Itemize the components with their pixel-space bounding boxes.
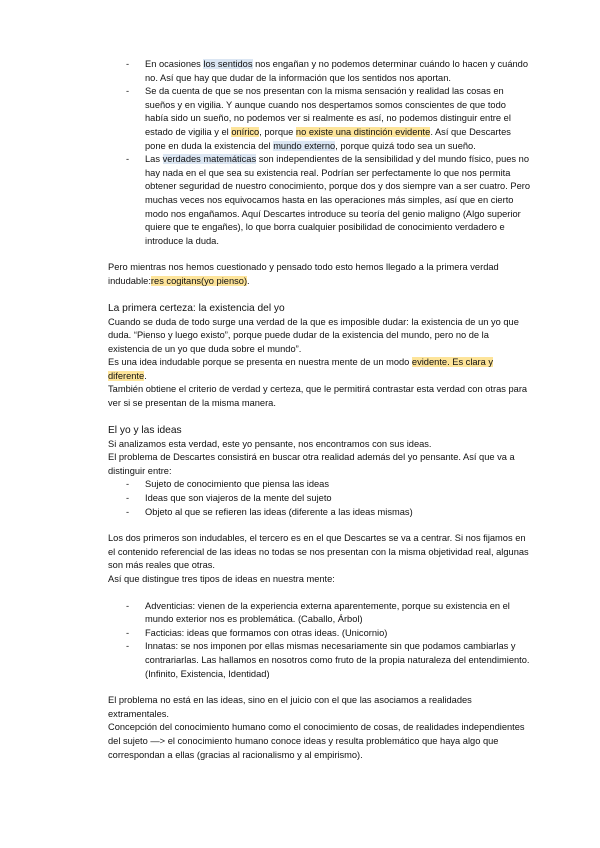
text: Las <box>145 154 163 165</box>
section-heading: La primera certeza: la existencia del yo <box>108 302 285 314</box>
highlight: res cogitans(yo pienso) <box>150 275 248 286</box>
list-item <box>108 58 530 85</box>
text: . <box>247 275 250 286</box>
text: Es una idea indudable porque se presenta en nuestra mente de un modo <box>108 357 412 368</box>
highlight: no existe una distinción evidente <box>295 126 431 137</box>
section-heading: El yo y las ideas <box>108 424 182 436</box>
paragraph: Concepción del conocimiento humano como el conocimiento de cosas, de realidades independientes del sujeto —> el conocimiento humano conoce ideas y resulta problemático que haya algo que correspondan a ellas (gracias al racionalismo y al empirismo). <box>108 722 525 760</box>
highlight: evidente. Es clara y diferente <box>108 357 494 381</box>
text: . <box>144 370 147 381</box>
paragraph: Así que distingue tres tipos de ideas en nuestra mente: <box>108 574 335 584</box>
list-item: - Objeto al que se refieren las ideas (diferente a las ideas mismas) <box>108 506 530 520</box>
paragraph <box>108 356 530 383</box>
text: , porque <box>259 126 296 137</box>
text: , porque quizá todo sea un sueño. <box>335 140 476 151</box>
paragraph: El problema de Descartes consistirá en buscar otra realidad además del yo pensante. Así que va a distinguir entre: <box>108 452 515 476</box>
distinction-list <box>108 478 530 519</box>
text: son independientes de la sensibilidad y del mundo físico, pues no hay nada en el que sea su existencia real. Podrían ser perfectamente lo que nos permita obtener seguridad de nuestro conocimiento, porque dos y dos siempre van a ser cuatro. Pero muchas veces nos equivocamos hasta en las operaciones más simples, así que en cierto modo nos engañamos. Aquí Descartes introduce su teoría del genio maligno (Algo superior quiere que te engañes), lo que borra cualquier posibilidad de conocimiento verdadero e introduce la duda. <box>145 154 531 246</box>
text: En ocasiones <box>145 59 204 69</box>
text: Pero mientras nos hemos cuestionado y pensado todo esto hemos llegado a la primera verdad indudable: <box>108 262 499 286</box>
idea-types-list <box>108 600 530 682</box>
paragraph <box>108 261 530 288</box>
paragraph: El problema no está en las ideas, sino en el juicio con el que las asociamos a realidades extramentales. <box>108 695 472 719</box>
text: Se da cuenta de que se nos presentan con la misma sensación y realidad las cosas en sueños y en vigilia. Y aunque cuando nos despertamos somos conscientes de que todo había sido un sueño, no podemos ver si realmente es así, no podemos distinguir entre el estado de vigilia y el <box>145 86 511 137</box>
highlight: mundo externo <box>273 140 336 151</box>
list-item: - Adventicias: vienen de la experiencia externa aparentemente, porque su existencia en el mundo exterior nos es problemática. (Caballo, Árbol) <box>108 600 530 627</box>
paragraph: Si analizamos esta verdad, este yo pensante, nos encontramos con sus ideas. <box>108 438 432 449</box>
text: nos engañan y no podemos determinar cuándo lo hacen y cuándo no. Así que hay que dudar de la información que los sentidos nos aportan. <box>145 59 528 83</box>
highlight: onírico <box>231 126 260 137</box>
paragraph: Los dos primeros son indudables, el tercero es en el que Descartes se va a centrar. Si nos fijamos en el contenido referencial de las ideas no todas se nos presentan con la misma objetividad real, algunas son más reales que otras. <box>108 533 529 571</box>
list-item: - Sujeto de conocimiento que piensa las ideas <box>108 478 530 492</box>
highlight: los sentidos <box>203 59 253 69</box>
doubt-reasons-list <box>108 58 530 248</box>
list-item: - Ideas que son viajeros de la mente del sujeto <box>108 492 530 506</box>
list-item <box>108 85 530 153</box>
paragraph: También obtiene el criterio de verdad y certeza, que le permitirá contrastar esta verdad con otras para ver si se presentan de la misma manera. <box>108 384 528 409</box>
paragraph: Cuando se duda de todo surge una verdad de la que es imposible dudar: la existencia de un yo que duda. “Pienso y luego existo”, porque puede dudar de la existencia del mundo, pero no de la existencia de un yo que duda sobre el mundo”. <box>108 316 519 354</box>
list-item: - Innatas: se nos imponen por ellas mismas necesariamente sin que podamos cambiarlas y contrariarlas. Las hallamos en nosotros como fruto de la propia naturaleza del entendimiento. (Infinito, Existencia, Identidad) <box>108 640 530 681</box>
highlight: verdades matemáticas <box>162 154 257 165</box>
text: . Así que Descartes pone en duda la existencia del <box>145 126 511 151</box>
list-item: - Facticias: ideas que formamos con otras ideas. (Unicornio) <box>108 627 530 641</box>
list-item <box>108 153 530 248</box>
